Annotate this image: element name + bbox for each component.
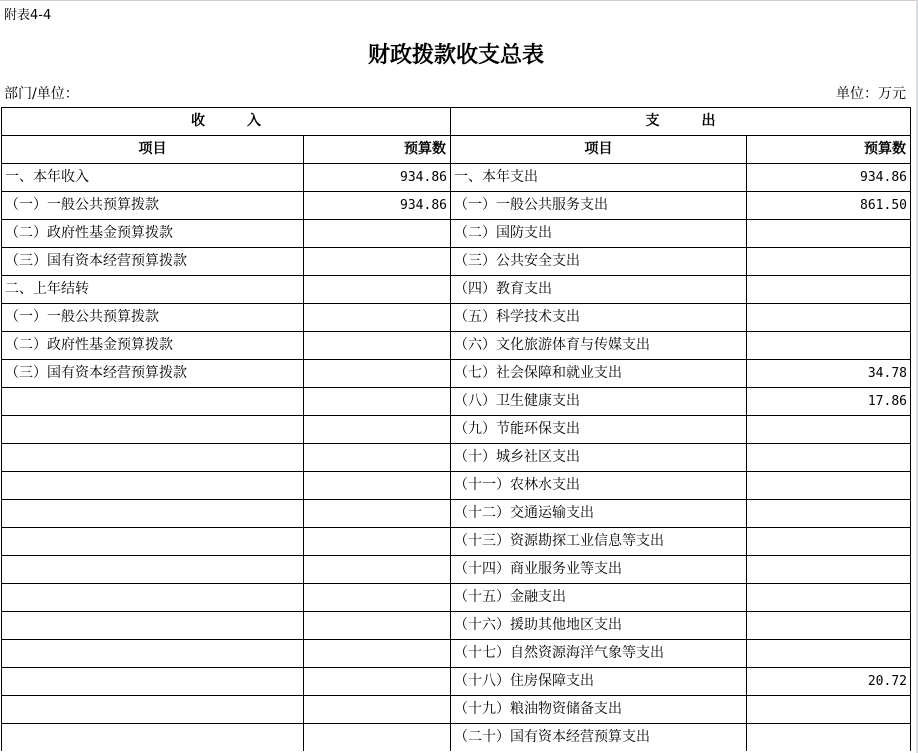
table-row — [2, 444, 911, 472]
expense-item-cell[interactable]: （四）教育支出 — [451, 276, 747, 304]
income-item-cell[interactable] — [2, 528, 304, 556]
budget-table — [1, 107, 911, 751]
income-value-cell[interactable] — [304, 276, 451, 304]
expense-item-cell[interactable]: （一）一般公共服务支出 — [451, 192, 747, 220]
expense-value-cell[interactable]: 934.86 — [747, 164, 911, 192]
income-item-cell[interactable]: 一、本年收入 — [2, 164, 304, 192]
income-item-cell[interactable] — [2, 500, 304, 528]
table-row — [2, 332, 911, 360]
expense-item-cell[interactable]: （十六）援助其他地区支出 — [451, 612, 747, 640]
budget-table-body — [2, 164, 911, 752]
income-item-cell[interactable] — [2, 640, 304, 668]
income-value-cell[interactable] — [304, 332, 451, 360]
expense-value-cell[interactable] — [747, 584, 911, 612]
income-value-cell[interactable]: 934.86 — [304, 192, 451, 220]
table-row — [2, 640, 911, 668]
expense-item-header[interactable]: 项目 — [451, 136, 747, 164]
expense-budget-header[interactable]: 预算数 — [747, 136, 911, 164]
income-value-cell[interactable]: 934.86 — [304, 164, 451, 192]
income-value-cell[interactable] — [304, 528, 451, 556]
expense-item-cell[interactable]: （十三）资源勘探工业信息等支出 — [451, 528, 747, 556]
table-row — [2, 500, 911, 528]
income-item-cell[interactable] — [2, 612, 304, 640]
income-item-cell[interactable] — [2, 584, 304, 612]
expense-value-cell[interactable]: 861.50 — [747, 192, 911, 220]
income-value-cell[interactable] — [304, 444, 451, 472]
table-row — [2, 528, 911, 556]
expense-value-cell[interactable] — [747, 500, 911, 528]
page-title: 财政拨款收支总表 — [367, 42, 544, 68]
table-row — [2, 472, 911, 500]
expense-item-cell[interactable]: （六）文化旅游体育与传媒支出 — [451, 332, 747, 360]
section-header-row — [2, 108, 911, 136]
expense-item-cell[interactable]: （八）卫生健康支出 — [451, 388, 747, 416]
expense-value-cell[interactable] — [747, 472, 911, 500]
expense-item-cell[interactable]: 一、本年支出 — [451, 164, 747, 192]
expense-item-cell[interactable]: （十八）住房保障支出 — [451, 668, 747, 696]
expense-value-cell[interactable]: 17.86 — [747, 388, 911, 416]
expense-value-cell[interactable] — [747, 444, 911, 472]
income-item-cell[interactable]: （一）一般公共预算拨款 — [2, 304, 304, 332]
income-value-cell[interactable] — [304, 220, 451, 248]
expense-value-cell[interactable] — [747, 528, 911, 556]
income-item-cell[interactable] — [2, 556, 304, 584]
income-value-cell[interactable] — [304, 248, 451, 276]
expense-item-cell[interactable]: （十）城乡社区支出 — [451, 444, 747, 472]
expense-item-cell[interactable]: （三）公共安全支出 — [451, 248, 747, 276]
department-label: 部门/单位： — [4, 86, 79, 102]
income-item-cell[interactable]: （二）政府性基金预算拨款 — [2, 220, 304, 248]
table-row — [2, 360, 911, 388]
expense-item-cell[interactable]: （九）节能环保支出 — [451, 416, 747, 444]
unit-label: 单位：万元 — [836, 86, 906, 102]
expense-section-header[interactable]: 支 出 — [451, 108, 911, 136]
table-row — [2, 192, 911, 220]
income-item-cell[interactable]: （三）国有资本经营预算拨款 — [2, 360, 304, 388]
income-item-cell[interactable] — [2, 472, 304, 500]
expense-item-cell[interactable]: （七）社会保障和就业支出 — [451, 360, 747, 388]
expense-value-cell[interactable] — [747, 556, 911, 584]
table-row — [2, 612, 911, 640]
expense-item-cell[interactable]: （二）国防支出 — [451, 220, 747, 248]
income-item-cell[interactable]: 二、上年结转 — [2, 276, 304, 304]
income-value-cell[interactable] — [304, 360, 451, 388]
expense-value-cell[interactable] — [747, 276, 911, 304]
table-row — [2, 584, 911, 612]
income-value-cell[interactable] — [304, 388, 451, 416]
income-value-cell[interactable] — [304, 556, 451, 584]
income-value-cell[interactable] — [304, 696, 451, 724]
expense-value-cell[interactable] — [747, 724, 911, 752]
expense-value-cell[interactable] — [747, 416, 911, 444]
expense-item-cell[interactable]: （十二）交通运输支出 — [451, 500, 747, 528]
table-row — [2, 416, 911, 444]
income-item-cell[interactable]: （三）国有资本经营预算拨款 — [2, 248, 304, 276]
table-row — [2, 164, 911, 192]
expense-item-cell[interactable]: （五）科学技术支出 — [451, 304, 747, 332]
expense-item-cell[interactable]: （十九）粮油物资储备支出 — [451, 696, 747, 724]
income-section-header[interactable]: 收 入 — [2, 108, 451, 136]
income-value-cell[interactable] — [304, 500, 451, 528]
expense-item-cell[interactable]: （十五）金融支出 — [451, 584, 747, 612]
annex-label: 附表4-4 — [4, 8, 52, 23]
table-row — [2, 248, 911, 276]
income-value-cell[interactable] — [304, 640, 451, 668]
table-row — [2, 724, 911, 752]
income-item-cell[interactable] — [2, 416, 304, 444]
income-item-cell[interactable] — [2, 724, 304, 752]
expense-value-cell[interactable]: 20.72 — [747, 668, 911, 696]
expense-value-cell[interactable] — [747, 640, 911, 668]
income-item-cell[interactable]: （一）一般公共预算拨款 — [2, 192, 304, 220]
table-row — [2, 304, 911, 332]
income-value-cell[interactable] — [304, 612, 451, 640]
sheet-top-border — [0, 0, 918, 1]
expense-item-cell[interactable]: （二十）国有资本经营预算支出 — [451, 724, 747, 752]
expense-item-cell[interactable]: （十七）自然资源海洋气象等支出 — [451, 640, 747, 668]
expense-item-cell[interactable]: （十四）商业服务业等支出 — [451, 556, 747, 584]
expense-value-cell[interactable] — [747, 248, 911, 276]
income-item-cell[interactable]: （二）政府性基金预算拨款 — [2, 332, 304, 360]
income-value-cell[interactable] — [304, 668, 451, 696]
column-header-row — [2, 136, 911, 164]
income-value-cell[interactable] — [304, 416, 451, 444]
income-budget-header[interactable]: 预算数 — [304, 136, 451, 164]
income-value-cell[interactable] — [304, 304, 451, 332]
expense-value-cell[interactable] — [747, 332, 911, 360]
expense-item-cell[interactable]: （十一）农林水支出 — [451, 472, 747, 500]
table-row — [2, 696, 911, 724]
income-item-cell[interactable] — [2, 388, 304, 416]
table-row — [2, 276, 911, 304]
table-row — [2, 220, 911, 248]
expense-value-cell[interactable] — [747, 220, 911, 248]
income-item-header[interactable]: 项目 — [2, 136, 304, 164]
income-item-cell[interactable] — [2, 444, 304, 472]
expense-value-cell[interactable] — [747, 304, 911, 332]
income-value-cell[interactable] — [304, 724, 451, 752]
income-item-cell[interactable] — [2, 696, 304, 724]
table-row — [2, 668, 911, 696]
income-item-cell[interactable] — [2, 668, 304, 696]
table-row — [2, 556, 911, 584]
income-value-cell[interactable] — [304, 584, 451, 612]
table-row — [2, 388, 911, 416]
expense-value-cell[interactable] — [747, 696, 911, 724]
expense-value-cell[interactable]: 34.78 — [747, 360, 911, 388]
expense-value-cell[interactable] — [747, 612, 911, 640]
income-value-cell[interactable] — [304, 472, 451, 500]
